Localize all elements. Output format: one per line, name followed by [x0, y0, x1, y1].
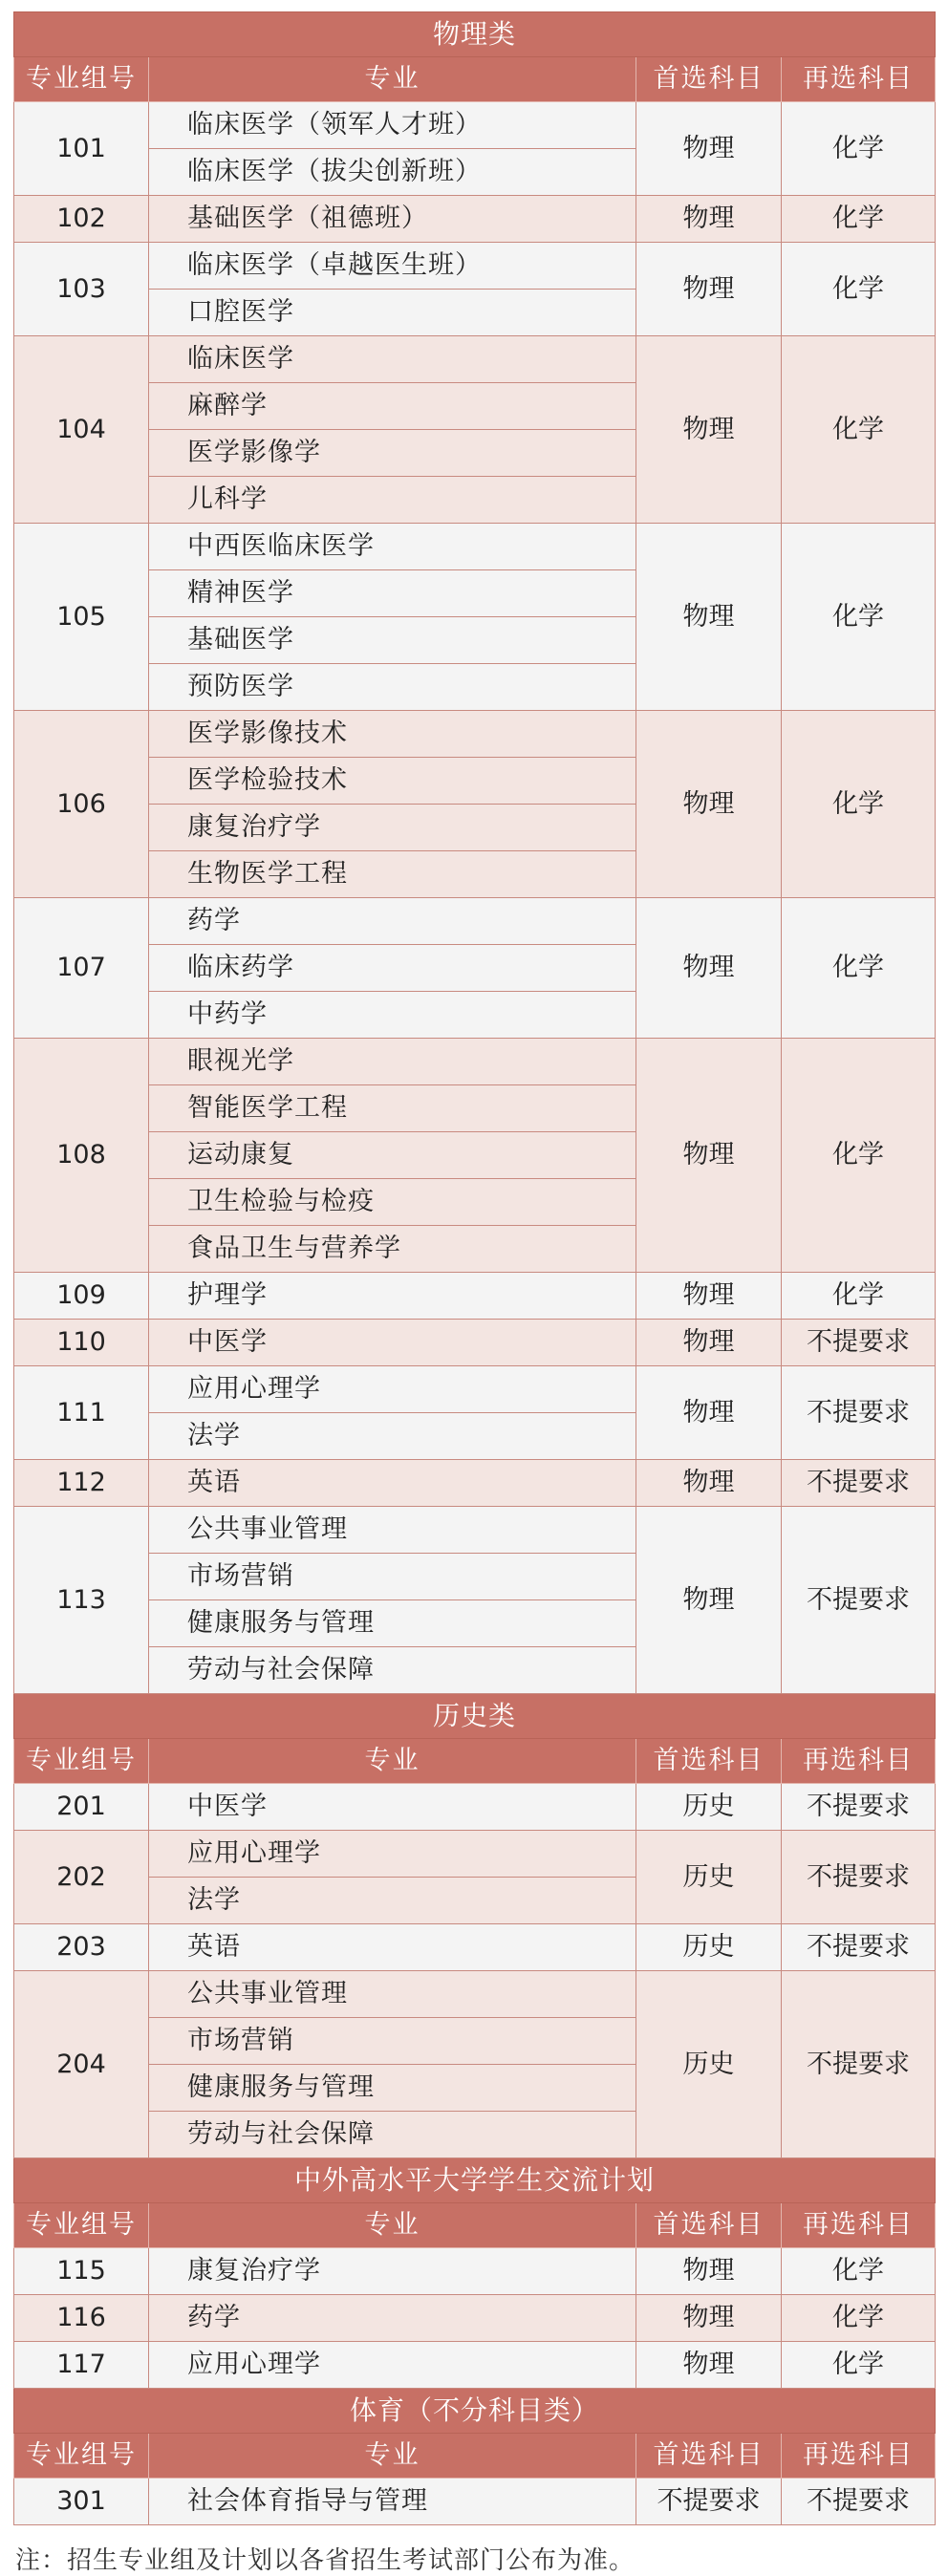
second-subject-cell: 不提要求 — [782, 1924, 936, 1971]
second-subject-cell: 化学 — [782, 1039, 936, 1273]
first-subject-cell: 物理 — [636, 2295, 782, 2342]
second-subject-cell: 化学 — [782, 898, 936, 1039]
major-cell: 药学 — [149, 898, 636, 945]
first-subject-cell: 不提要求 — [636, 2479, 782, 2525]
major-cell: 法学 — [149, 1413, 636, 1460]
major-header: 专业 — [149, 1739, 636, 1784]
second-subject-cell: 化学 — [782, 336, 936, 524]
table-row — [14, 898, 936, 945]
first-subject-cell: 物理 — [636, 243, 782, 336]
group-code-cell: 109 — [14, 1273, 149, 1320]
major-cell: 精神医学 — [149, 570, 636, 617]
table-row — [14, 243, 936, 290]
major-cell: 医学检验技术 — [149, 758, 636, 805]
second-subject-cell: 化学 — [782, 2295, 936, 2342]
group-code-cell: 104 — [14, 336, 149, 524]
first-subject-cell: 物理 — [636, 196, 782, 243]
first-subject-cell: 物理 — [636, 1273, 782, 1320]
table-row — [14, 1924, 936, 1971]
group-header: 专业组号 — [14, 2203, 149, 2248]
major-cell: 法学 — [149, 1878, 636, 1924]
major-cell: 口腔医学 — [149, 290, 636, 336]
second-subject-cell: 不提要求 — [782, 1460, 936, 1507]
table-row — [14, 2248, 936, 2295]
first-subject-cell: 物理 — [636, 898, 782, 1039]
group-header: 专业组号 — [14, 57, 149, 102]
major-cell: 运动康复 — [149, 1132, 636, 1179]
table-row — [14, 1460, 936, 1507]
second-subject-cell: 不提要求 — [782, 1971, 936, 2158]
group-code-cell: 108 — [14, 1039, 149, 1273]
first-subject-cell: 物理 — [636, 1039, 782, 1273]
major-cell: 康复治疗学 — [149, 2248, 636, 2295]
group-code-cell: 117 — [14, 2342, 149, 2389]
section-title-row — [14, 12, 936, 57]
second-subject-cell: 不提要求 — [782, 1831, 936, 1924]
major-cell: 劳动与社会保障 — [149, 1647, 636, 1694]
table-row — [14, 196, 936, 243]
first-subject-cell: 历史 — [636, 1784, 782, 1831]
table-row — [14, 1320, 936, 1366]
major-cell: 康复治疗学 — [149, 805, 636, 851]
second-subject-cell: 化学 — [782, 243, 936, 336]
group-code-cell: 115 — [14, 2248, 149, 2295]
table-row — [14, 1366, 936, 1413]
group-code-cell: 110 — [14, 1320, 149, 1366]
major-cell: 公共事业管理 — [149, 1507, 636, 1554]
first-subject-cell: 历史 — [636, 1924, 782, 1971]
first-subject-cell: 物理 — [636, 1320, 782, 1366]
second-subject-header: 再选科目 — [782, 2434, 936, 2479]
table-row — [14, 524, 936, 570]
group-header: 专业组号 — [14, 1739, 149, 1784]
major-cell: 应用心理学 — [149, 1366, 636, 1413]
major-cell: 卫生检验与检疫 — [149, 1179, 636, 1226]
second-subject-header: 再选科目 — [782, 57, 936, 102]
group-code-cell: 102 — [14, 196, 149, 243]
table-row — [14, 102, 936, 149]
major-cell: 食品卫生与营养学 — [149, 1226, 636, 1273]
major-header: 专业 — [149, 2434, 636, 2479]
group-code-cell: 202 — [14, 1831, 149, 1924]
major-cell: 市场营销 — [149, 1554, 636, 1600]
second-subject-cell: 化学 — [782, 2342, 936, 2389]
second-subject-cell: 不提要求 — [782, 1366, 936, 1460]
group-code-cell: 106 — [14, 711, 149, 898]
major-cell: 临床医学 — [149, 336, 636, 383]
second-subject-cell: 不提要求 — [782, 1507, 936, 1694]
major-cell: 医学影像技术 — [149, 711, 636, 758]
first-subject-header: 首选科目 — [636, 2203, 782, 2248]
group-code-cell: 301 — [14, 2479, 149, 2525]
first-subject-cell: 历史 — [636, 1971, 782, 2158]
table-row — [14, 2295, 936, 2342]
major-cell: 中医学 — [149, 1784, 636, 1831]
header-row — [14, 57, 936, 102]
second-subject-cell: 化学 — [782, 2248, 936, 2295]
major-cell: 中医学 — [149, 1320, 636, 1366]
group-code-cell: 101 — [14, 102, 149, 196]
group-code-cell: 112 — [14, 1460, 149, 1507]
major-cell: 健康服务与管理 — [149, 2065, 636, 2112]
major-cell: 健康服务与管理 — [149, 1600, 636, 1647]
second-subject-header: 再选科目 — [782, 2203, 936, 2248]
group-code-cell: 107 — [14, 898, 149, 1039]
second-subject-cell: 化学 — [782, 196, 936, 243]
major-cell: 生物医学工程 — [149, 851, 636, 898]
second-subject-cell: 化学 — [782, 524, 936, 711]
table-row — [14, 1039, 936, 1085]
major-cell: 应用心理学 — [149, 1831, 636, 1878]
first-subject-cell: 物理 — [636, 524, 782, 711]
header-row — [14, 2434, 936, 2479]
major-cell: 临床医学（卓越医生班） — [149, 243, 636, 290]
second-subject-cell: 化学 — [782, 102, 936, 196]
major-cell: 临床医学（拔尖创新班） — [149, 149, 636, 196]
first-subject-cell: 物理 — [636, 102, 782, 196]
second-subject-cell: 化学 — [782, 1273, 936, 1320]
section-title-row — [14, 2389, 936, 2434]
group-code-cell: 204 — [14, 1971, 149, 2158]
major-cell: 英语 — [149, 1924, 636, 1971]
table-row — [14, 336, 936, 383]
second-subject-cell: 不提要求 — [782, 1320, 936, 1366]
table-row — [14, 2342, 936, 2389]
first-subject-header: 首选科目 — [636, 57, 782, 102]
first-subject-cell: 物理 — [636, 1507, 782, 1694]
first-subject-cell: 物理 — [636, 2248, 782, 2295]
major-cell: 市场营销 — [149, 2018, 636, 2065]
second-subject-cell: 化学 — [782, 711, 936, 898]
group-code-cell: 113 — [14, 1507, 149, 1694]
header-row — [14, 2203, 936, 2248]
group-code-cell: 103 — [14, 243, 149, 336]
group-code-cell: 111 — [14, 1366, 149, 1460]
group-code-cell: 203 — [14, 1924, 149, 1971]
table-row — [14, 1273, 936, 1320]
first-subject-cell: 历史 — [636, 1831, 782, 1924]
major-cell: 预防医学 — [149, 664, 636, 711]
major-cell: 中药学 — [149, 992, 636, 1039]
major-cell: 公共事业管理 — [149, 1971, 636, 2018]
major-cell: 护理学 — [149, 1273, 636, 1320]
major-cell: 应用心理学 — [149, 2342, 636, 2389]
admission-table — [13, 11, 936, 2525]
major-cell: 中西医临床医学 — [149, 524, 636, 570]
group-code-cell: 201 — [14, 1784, 149, 1831]
section-title: 体育（不分科目类） — [14, 2389, 936, 2434]
major-cell: 药学 — [149, 2295, 636, 2342]
table-row — [14, 711, 936, 758]
major-cell: 基础医学 — [149, 617, 636, 664]
section-title: 历史类 — [14, 1694, 936, 1739]
group-code-cell: 116 — [14, 2295, 149, 2342]
header-row — [14, 1739, 936, 1784]
second-subject-cell: 不提要求 — [782, 1784, 936, 1831]
major-cell: 眼视光学 — [149, 1039, 636, 1085]
second-subject-header: 再选科目 — [782, 1739, 936, 1784]
major-header: 专业 — [149, 2203, 636, 2248]
major-cell: 医学影像学 — [149, 430, 636, 477]
major-cell: 劳动与社会保障 — [149, 2112, 636, 2158]
table-row — [14, 1507, 936, 1554]
first-subject-cell: 物理 — [636, 2342, 782, 2389]
table-row — [14, 2479, 936, 2525]
major-cell: 基础医学（祖德班） — [149, 196, 636, 243]
admission-table-container — [13, 11, 935, 2576]
group-code-cell: 105 — [14, 524, 149, 711]
major-cell: 临床医学（领军人才班） — [149, 102, 636, 149]
first-subject-cell: 物理 — [636, 336, 782, 524]
major-header: 专业 — [149, 57, 636, 102]
table-row — [14, 1784, 936, 1831]
second-subject-cell: 不提要求 — [782, 2479, 936, 2525]
section-title-row — [14, 1694, 936, 1739]
major-cell: 社会体育指导与管理 — [149, 2479, 636, 2525]
footnote: 注：招生专业组及计划以各省招生考试部门公布为准。 — [15, 2546, 636, 2575]
major-cell: 智能医学工程 — [149, 1085, 636, 1132]
first-subject-cell: 物理 — [636, 1366, 782, 1460]
table-row — [14, 1831, 936, 1878]
section-title-row — [14, 2158, 936, 2203]
major-cell: 儿科学 — [149, 477, 636, 524]
first-subject-header: 首选科目 — [636, 2434, 782, 2479]
major-cell: 麻醉学 — [149, 383, 636, 430]
group-header: 专业组号 — [14, 2434, 149, 2479]
section-title: 中外高水平大学学生交流计划 — [14, 2158, 936, 2203]
first-subject-cell: 物理 — [636, 711, 782, 898]
table-row — [14, 1971, 936, 2018]
first-subject-cell: 物理 — [636, 1460, 782, 1507]
first-subject-header: 首选科目 — [636, 1739, 782, 1784]
section-title: 物理类 — [14, 12, 936, 57]
major-cell: 临床药学 — [149, 945, 636, 992]
major-cell: 英语 — [149, 1460, 636, 1507]
